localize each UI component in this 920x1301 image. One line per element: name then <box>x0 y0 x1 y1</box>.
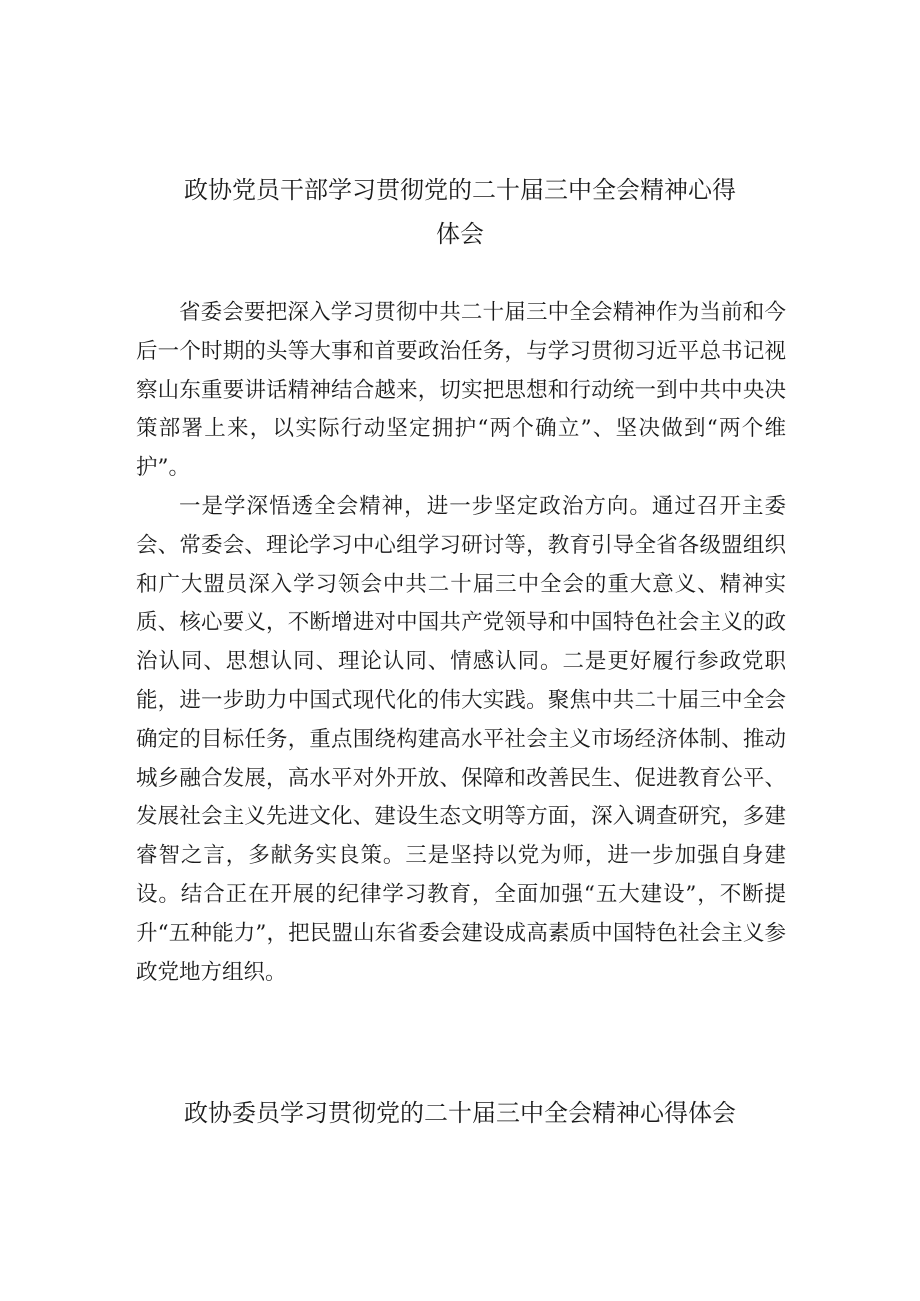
second-article-title: 政协委员学习贯彻党的二十届三中全会精神心得体会 <box>184 1099 736 1127</box>
paragraph-main: 一是学深悟透全会精神，进一步坚定政治方向。通过召开主委会、常委会、理论学习中心组学习研讨等，教育引导全省各级盟组织和广大盟员深入学习领会中共二十届三中全会的重大意义、精神实质、核心要义，不断增进对中国共产党领导和中国特色社会主义的政治认同、思想认同、理论认同、情感认同。二是更好履行参政党职能，进一步助力中国式现代化的伟大实践。聚焦中共二十届三中全会确定的目标任务，重点围绕构建高水平社会主义市场经济体制、推动城乡融合发展，高水平对外开放、保障和改善民生、促进教育公平、发展社会主义先进文化、建设生态文明等方面，深入调查研究，多建睿智之言，多献务实良策。三是坚持以党为师，进一步加强自身建设。结合正在开展的纪律学习教育，全面加强“五大建设”，不断提升“五种能力”，把民盟山东省委会建设成高素质中国特色社会主义参政党地方组织。 <box>136 493 786 985</box>
document-body <box>136 294 786 992</box>
paragraph-intro: 省委会要把深入学习贯彻中共二十届三中全会精神作为当前和今后一个时期的头等大事和首要政治任务，与学习贯彻习近平总书记视察山东重要讲话精神结合越来，切实把思想和行动统一到中共中央决策部署上来，以实际行动坚定拥护“两个确立”、坚决做到“两个维护”。 <box>136 300 786 481</box>
document-title-line-2: 体会 <box>436 220 484 248</box>
document-title <box>0 168 920 256</box>
document-title-line-1: 政协党员干部学习贯彻党的二十届三中全会精神心得 <box>184 176 736 204</box>
